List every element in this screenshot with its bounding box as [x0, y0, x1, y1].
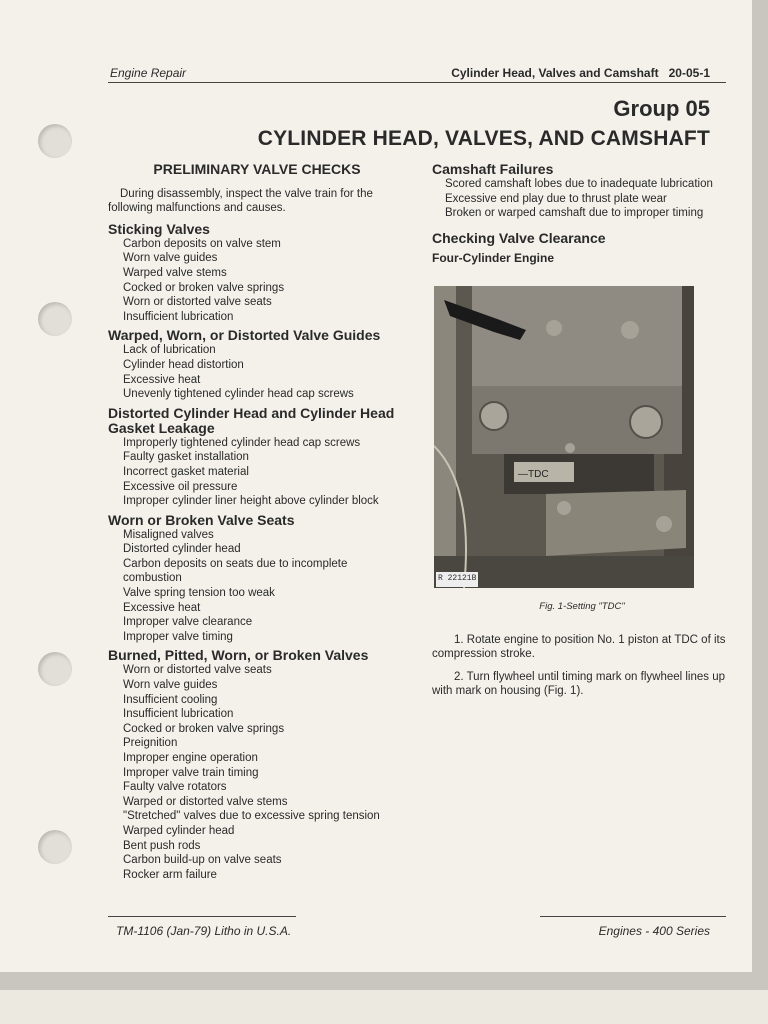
- cause-item: Carbon build-up on valve seats: [123, 854, 282, 867]
- camshaft-cause-item: Excessive end play due to thrust plate wear: [445, 192, 667, 205]
- binder-hole: [38, 124, 72, 158]
- cause-item: Rocker arm failure: [123, 868, 217, 881]
- intro-text: During disassembly, inspect the valve train for the following malfunctions and causes.: [108, 187, 373, 215]
- cause-item: Worn or distorted valve seats: [123, 664, 272, 677]
- cause-list: [108, 237, 406, 325]
- left-column: [108, 162, 406, 882]
- cause-item: Improperly tightened cylinder head cap screws: [123, 436, 361, 449]
- cause-item: Incorrect gasket material: [123, 465, 249, 478]
- right-column: [432, 162, 732, 707]
- cause-item: Improper valve train timing: [123, 766, 259, 779]
- group-label: Group 05: [613, 96, 710, 121]
- header-right: [451, 66, 710, 80]
- cause-item: Cocked or broken valve springs: [123, 281, 285, 294]
- malfunction-sections: [108, 222, 406, 883]
- camshaft-list: [432, 177, 732, 221]
- engine-subtitle: Four-Cylinder Engine: [432, 251, 555, 266]
- cause-item: Warped cylinder head: [123, 824, 235, 837]
- section-title: Warped, Worn, or Distorted Valve Guides: [108, 327, 381, 344]
- cause-item: Insufficient lubrication: [123, 310, 234, 323]
- cause-list: [108, 436, 406, 509]
- cause-list: [108, 528, 406, 645]
- cause-item: Improper valve timing: [123, 630, 233, 643]
- step-1: 1. Rotate engine to position No. 1 piston at TDC of its compression stroke.: [432, 633, 726, 661]
- section-title: Distorted Cylinder Head and Cylinder Head Gasket Leakage: [108, 404, 395, 436]
- header-rule: [108, 82, 726, 83]
- cause-item: Improper cylinder liner height above cylinder block: [123, 495, 379, 508]
- section-heading: PRELIMINARY VALVE CHECKS: [153, 161, 361, 177]
- footer-left: TM-1106 (Jan-79) Litho in U.S.A.: [116, 924, 292, 938]
- cause-item: Worn or distorted valve seats: [123, 296, 272, 309]
- binder-hole: [38, 830, 72, 864]
- camshaft-cause-item: Scored camshaft lobes due to inadequate lubrication: [445, 178, 713, 190]
- footer-right: Engines - 400 Series: [598, 924, 710, 938]
- cause-list: [108, 343, 406, 401]
- cause-item: Faulty valve rotators: [123, 781, 227, 794]
- page-number: 20-05-1: [668, 66, 710, 80]
- section-title: Sticking Valves: [108, 220, 210, 237]
- cause-item: Valve spring tension too weak: [123, 587, 275, 600]
- cause-item: Insufficient cooling: [123, 693, 218, 706]
- header-section: Cylinder Head, Valves and Camshaft: [451, 66, 659, 80]
- cause-item: Cylinder head distortion: [123, 358, 244, 371]
- page-title: CYLINDER HEAD, VALVES, AND CAMSHAFT: [257, 127, 710, 150]
- cause-list: [108, 663, 406, 882]
- cause-item: Misaligned valves: [123, 528, 214, 541]
- cause-item: Excessive heat: [123, 601, 201, 614]
- cause-item: Preignition: [123, 737, 178, 750]
- footer-rule-left: [108, 916, 296, 917]
- header-left: Engine Repair: [110, 66, 187, 80]
- cause-item: Worn valve guides: [123, 679, 218, 692]
- cause-item: Excessive heat: [123, 373, 201, 386]
- cause-item: Lack of lubrication: [123, 344, 216, 357]
- check-heading: Checking Valve Clearance: [432, 229, 606, 246]
- binder-hole: [38, 302, 72, 336]
- cause-item: Worn valve guides: [123, 252, 218, 265]
- cause-item: Warped valve stems: [123, 266, 227, 279]
- section-title: Worn or Broken Valve Seats: [108, 511, 295, 528]
- camshaft-heading: Camshaft Failures: [432, 161, 554, 177]
- cause-item: Improper engine operation: [123, 752, 258, 764]
- cause-item: Unevenly tightened cylinder head cap screws: [123, 388, 354, 401]
- cause-item: Insufficient lubrication: [123, 708, 234, 721]
- engine-photo-illustration: [434, 286, 694, 588]
- section-title: Burned, Pitted, Worn, or Broken Valves: [108, 647, 369, 664]
- binder-hole: [38, 652, 72, 686]
- cause-item: Cocked or broken valve springs: [123, 722, 285, 735]
- cause-item: Excessive oil pressure: [123, 480, 238, 493]
- figure-caption: Fig. 1-Setting "TDC": [539, 600, 625, 612]
- step-2: 2. Turn flywheel until timing mark on flywheel lines up with mark on housing (Fig. 1).: [432, 670, 726, 698]
- cause-item: Carbon deposits on seats due to incomplete combustion: [123, 557, 348, 585]
- camshaft-cause-item: Broken or warped camshaft due to improper timing: [445, 207, 704, 220]
- cause-item: Faulty gasket installation: [123, 451, 249, 464]
- cause-item: Carbon deposits on valve stem: [123, 237, 281, 250]
- tdc-mark-label: —TDC: [518, 468, 549, 480]
- cause-item: Warped or distorted valve stems: [123, 795, 288, 808]
- tdc-photo: [434, 286, 694, 588]
- cause-item: "Stretched" valves due to excessive spring tension: [123, 810, 380, 823]
- cause-item: Distorted cylinder head: [123, 543, 241, 556]
- footer-rule-right: [540, 916, 726, 917]
- cause-item: Bent push rods: [123, 839, 201, 852]
- cause-item: Improper valve clearance: [123, 616, 253, 629]
- photo-id: R 22121B: [436, 572, 478, 587]
- next-page-edge: [0, 990, 768, 1024]
